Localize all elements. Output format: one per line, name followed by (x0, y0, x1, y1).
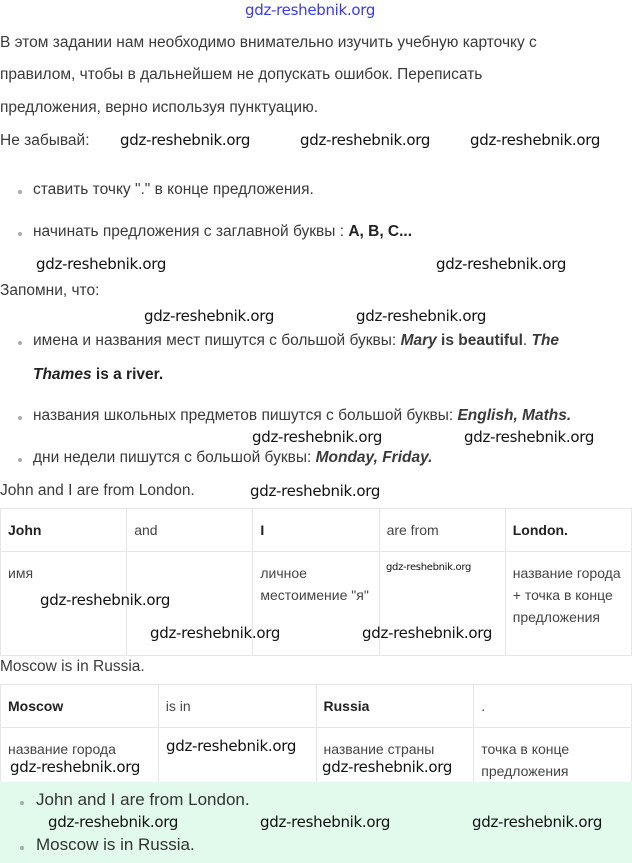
bullet-icon (18, 341, 22, 345)
example: is a river. (91, 366, 164, 383)
bullet-icon (18, 416, 22, 420)
sentence: John and I are from London. (0, 482, 195, 499)
example: . (522, 332, 532, 349)
rule-item (33, 223, 412, 241)
watermark: gdz-reshebnik.org (464, 428, 595, 446)
bullet-icon (20, 846, 24, 850)
rule-item (33, 407, 571, 425)
rule-text: названия школьных предметов пишутся с большой буквы: (33, 407, 458, 424)
sentence-table-2 (0, 684, 632, 793)
watermark: gdz-reshebnik.org (386, 562, 472, 573)
rule-example: A, B, C... (348, 223, 413, 240)
cell: is in (158, 685, 316, 728)
cell: название города + точка в конце предложения (505, 552, 631, 656)
watermark: gdz-reshebnik.org (36, 255, 167, 273)
watermark: gdz-reshebnik.org (322, 758, 453, 776)
cell: I (253, 509, 379, 552)
answer: John and I are from London. (36, 790, 250, 809)
answer: Moscow is in Russia. (36, 835, 195, 854)
rule-text: имена и названия мест пишутся с большой буквы: (33, 332, 401, 349)
rule-item: ставить точку "." в конце предложения. (33, 181, 314, 198)
cell: are from (379, 509, 505, 552)
watermark: gdz-reshebnik.org (472, 813, 603, 831)
watermark: gdz-reshebnik.org (362, 624, 493, 642)
watermark: gdz-reshebnik.org (356, 307, 487, 325)
section-title: Запомни, что: (0, 282, 100, 299)
watermark: gdz-reshebnik.org (260, 813, 391, 831)
watermark: gdz-reshebnik.org (166, 737, 297, 755)
intro-line: предложения, верно используя пунктуацию. (0, 99, 319, 116)
watermark: gdz-reshebnik.org (10, 758, 141, 776)
example: English, Maths. (457, 407, 572, 424)
watermark: gdz-reshebnik.org (252, 428, 383, 446)
watermark: gdz-reshebnik.org (436, 255, 567, 273)
cell: . (474, 685, 632, 728)
watermark: gdz-reshebnik.org (150, 624, 281, 642)
intro-line: В этом задании нам необходимо внимательно изучить учебную карточку с (0, 34, 537, 51)
cell: John (1, 509, 127, 552)
cell: точка в конце предложения (474, 728, 632, 793)
watermark: gdz-reshebnik.org (470, 131, 601, 149)
cell: London. (505, 509, 631, 552)
watermark: gdz-reshebnik.org (120, 131, 251, 149)
cell: название города (1, 728, 159, 793)
watermark: gdz-reshebnik.org (245, 1, 376, 19)
rule-item (33, 332, 559, 350)
cell: and (127, 509, 253, 552)
example: Mary (400, 332, 437, 349)
intro-line: правилом, чтобы в дальнейшем не допускать ошибок. Переписать (0, 66, 483, 83)
example: The (531, 332, 560, 349)
example: Monday, Friday. (315, 449, 433, 466)
example: Thames (33, 366, 92, 383)
cell: Moscow (1, 685, 159, 728)
cell: личное местоимение "я" (253, 552, 379, 656)
cell: имя (1, 552, 127, 656)
bullet-icon (18, 190, 22, 194)
rule-item (33, 449, 432, 467)
cell: Russia (316, 685, 474, 728)
rule-item-cont (33, 366, 163, 384)
sentence: Moscow is in Russia. (0, 658, 145, 675)
section-title: Не забывай: (0, 132, 90, 149)
watermark: gdz-reshebnik.org (40, 591, 171, 609)
watermark: gdz-reshebnik.org (250, 482, 381, 500)
cell: название страны (316, 728, 474, 793)
rule-text: дни недели пишутся с большой буквы: (33, 449, 316, 466)
sentence-table-1 (0, 508, 632, 656)
bullet-icon (18, 232, 22, 236)
bullet-icon (18, 458, 22, 462)
rule-text: начинать предложения с заглавной буквы : (33, 223, 349, 240)
bullet-icon (20, 801, 24, 805)
watermark: gdz-reshebnik.org (144, 307, 275, 325)
watermark: gdz-reshebnik.org (48, 813, 179, 831)
example: is beautiful (436, 332, 523, 349)
watermark: gdz-reshebnik.org (300, 131, 431, 149)
